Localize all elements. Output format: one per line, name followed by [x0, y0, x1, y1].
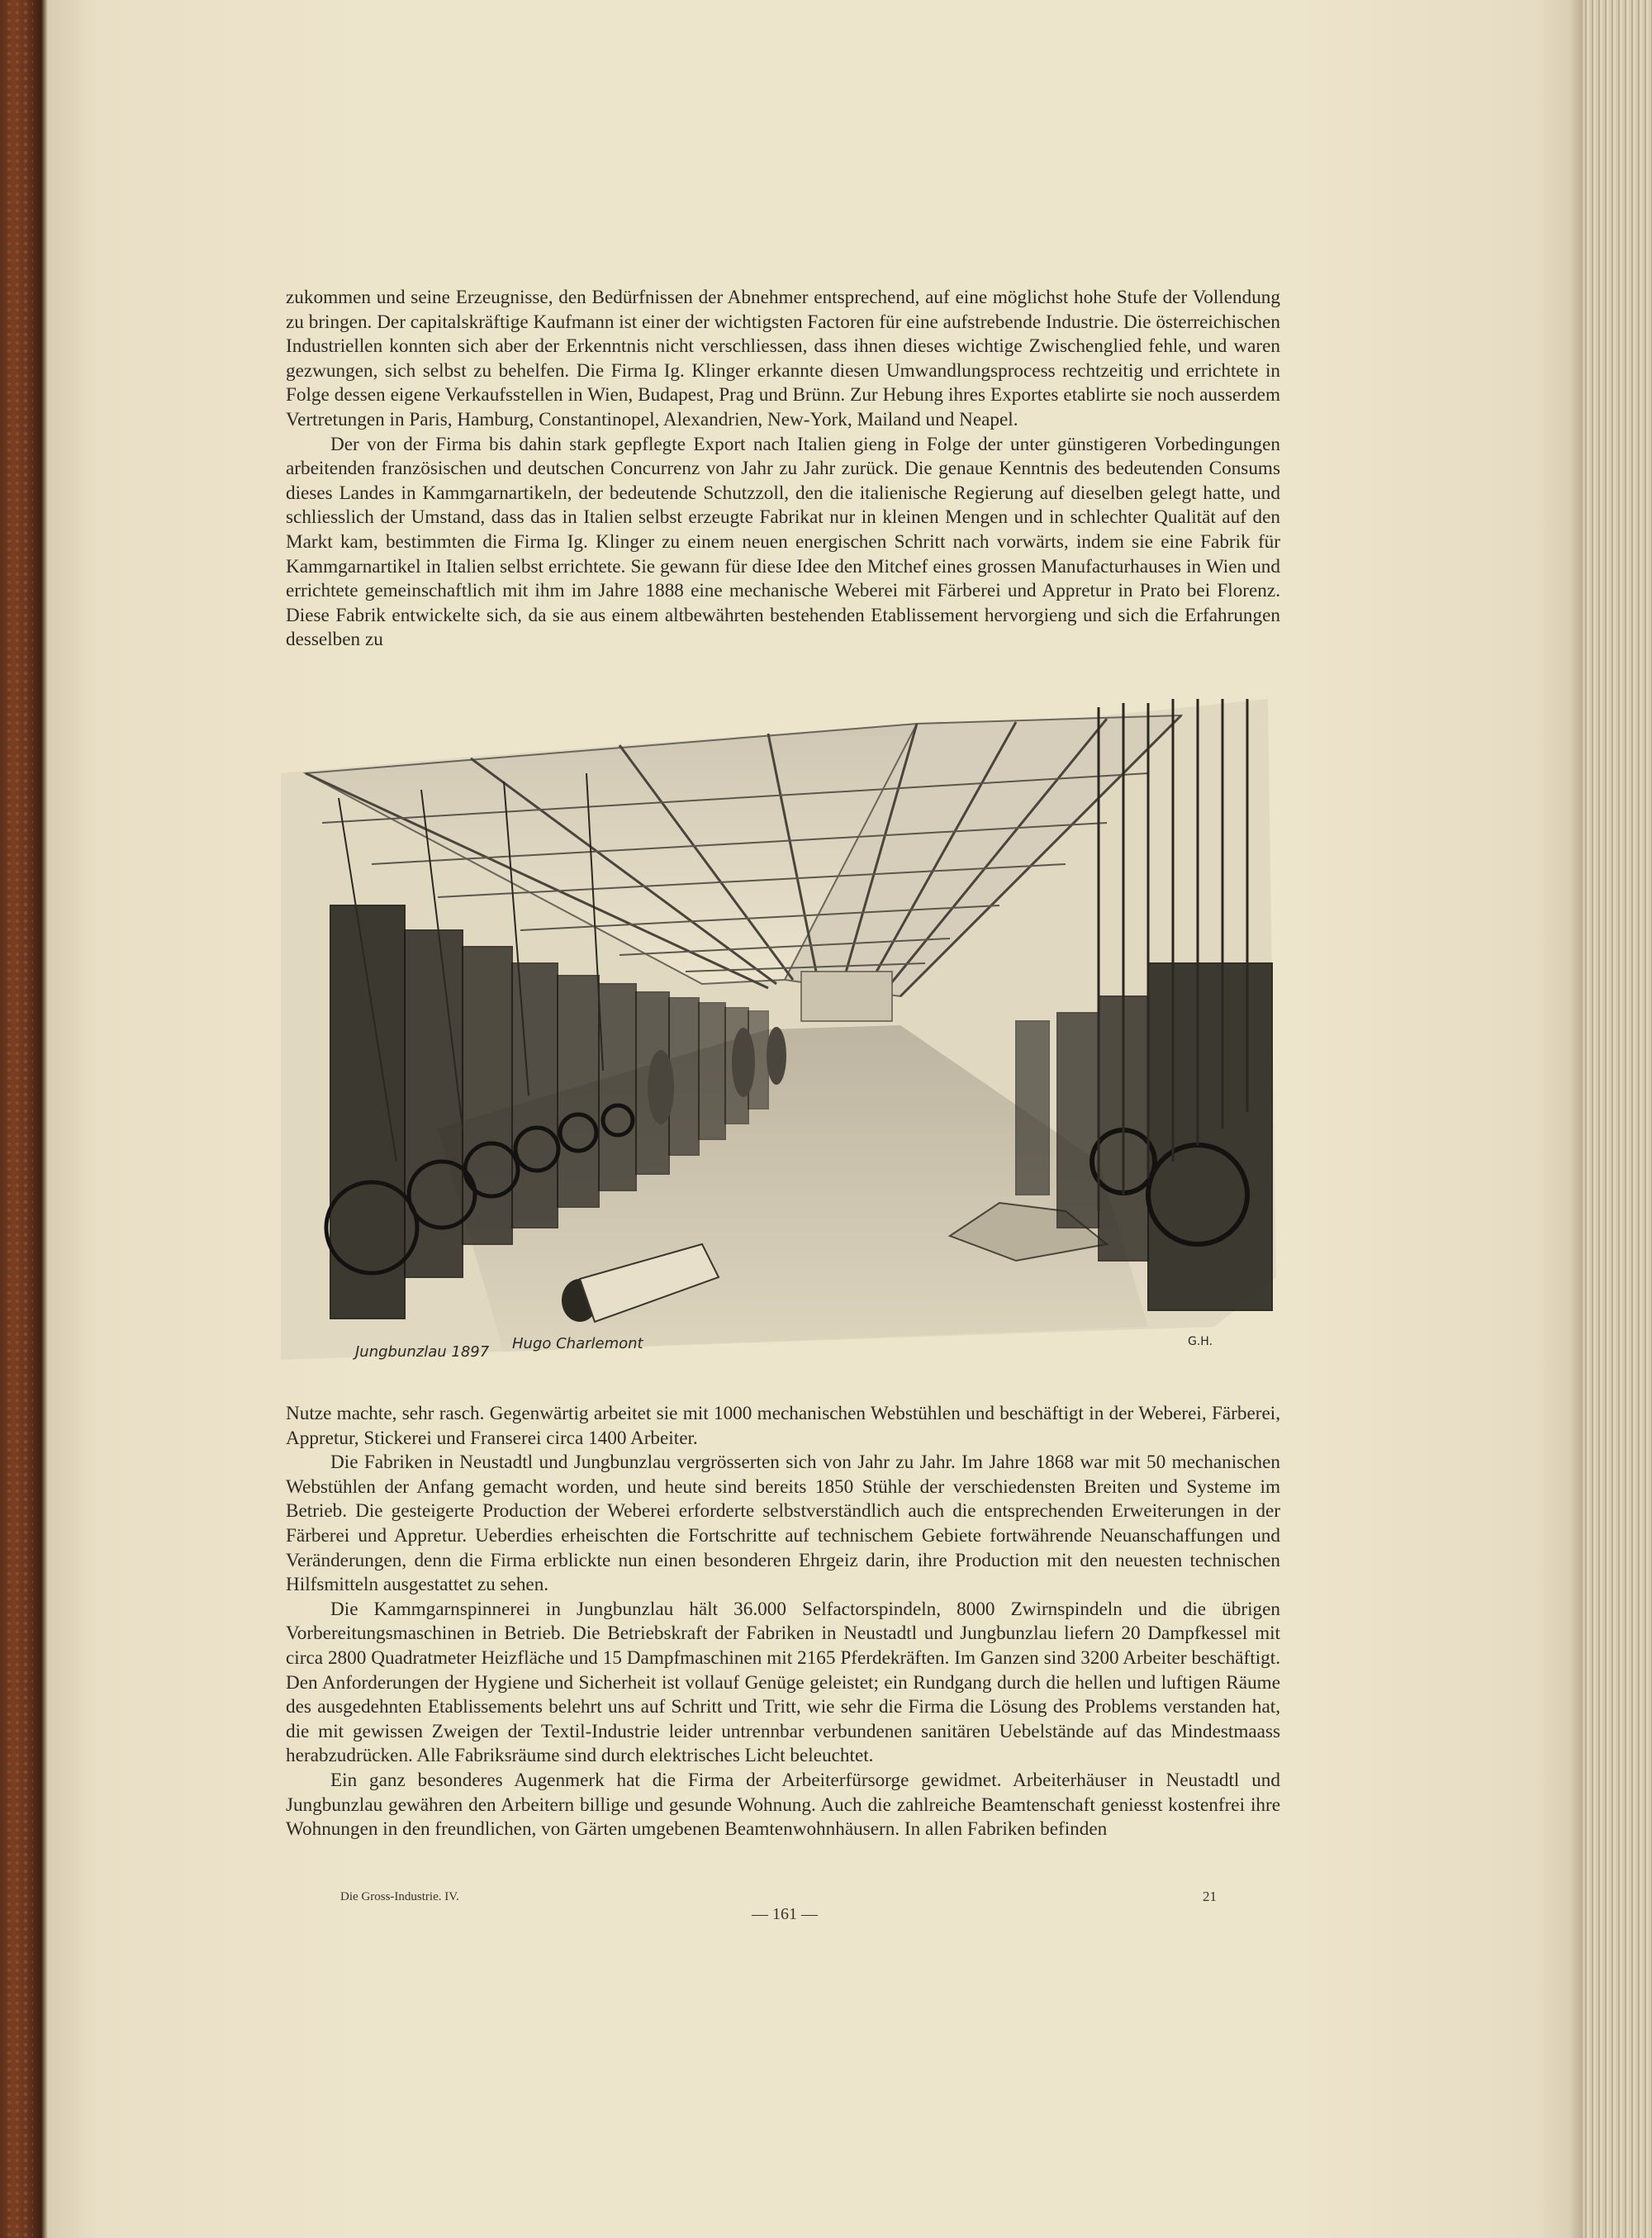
book-binding: [0, 0, 48, 2238]
weaving-hall-engraving: [273, 699, 1280, 1366]
signature-right: G.H.: [1188, 1335, 1213, 1348]
paragraph: Ein ganz besonderes Augenmerk hat die Firma der Arbeiterfürsorge gewidmet. Arbeiterhäuser in Neustadtl und Jungbunzlau gewähren den Arbeitern billige und gesunde Wohnung. Auch die zahlreiche Beamtenschaft geniesst kostenfrei ihre Wohnungen in den freundlichen, von Gärten umgebenen Beamtenwohnhäusern. In allen Fabriken befinden: [286, 1769, 1280, 1841]
text-block-bottom: [286, 1402, 1280, 1842]
signature-left: Jungbunzlau 1897: [355, 1343, 490, 1361]
paragraph: Die Kammgarnspinnerei in Jungbunzlau hält 36.000 Selfactorspindeln, 8000 Zwirnspindeln und die übrigen Vorbereitungsmaschinen in Betrieb. Die Betriebskraft der Fabriken in Neustadtl und Jungbunzlau liefern 20 Dampfkessel mit circa 2800 Quadratmeter Heizfläche und 15 Dampfmaschinen mit 2165 Pferdekräften. Im Ganzen sind 3200 Arbeiter beschäftigt. Den Anforderungen der Hygiene und Sicherheit ist vollauf Genüge geleistet; ein Rundgang durch die hellen und luftigen Räume des ausgedehnten Etablissements belehrt uns auf Schritt und Tritt, wie sehr die Firma die Lösung des Problems verstanden hat, die mit gewissen Zweigen der Textil-Industrie leider untrennbar verbundenen sanitären Uebelstände auf das Mindestmaass herabzudrücken. Alle Fabriksräume sind durch elektrisches Licht beleuchtet.: [286, 1598, 1280, 1767]
paragraph: zukommen und seine Erzeugnisse, den Bedürfnissen der Abnehmer entsprechend, auf eine möglichst hohe Stufe der Vollendung zu bringen. Der capitalskräftige Kaufmann ist einer der wichtigsten Factoren für eine aufstrebende Industrie. Die österreichischen Industriellen konnten sich aber der Erkenntnis nicht verschliessen, dass ihnen dieses wichtige Zwischenglied fehle, und waren gezwungen, sich selbst zu behelfen. Die Firma Ig. Klinger erkannte diesen Umwandlungsprocess rechtzeitig und errichtete in Folge dessen eigene Verkaufsstellen in Wien, Budapest, Prag und Brünn. Zur Hebung ihres Exportes etablirte sie noch ausserdem Vertretungen in Paris, Hamburg, Constantinopel, Alexandrien, New-York, Mailand und Neapel.: [286, 287, 1280, 430]
paragraph: Der von der Firma bis dahin stark gepflegte Export nach Italien gieng in Folge der unter günstigeren Vorbedingungen arbeitenden französischen und deutschen Concurrenz von Jahr zu Jahr zurück. Die genaue Kenntnis des bedeutenden Consums dieses Landes in Kammgarnartikeln, der bedeutende Schutzzoll, den die italienische Regierung auf dieselben gelegt hatte, und schliesslich der Umstand, dass das in Italien selbst erzeugte Fabrikat nur in kleinen Mengen und in schlechter Qualität auf den Markt kam, bestimmten die Firma Ig. Klinger zu einem neuen energischen Schritt nach vorwärts, indem sie eine Fabrik für Kammgarnartikel in Italien selbst errichtete. Sie gewann für diese Idee den Mitchef eines grossen Manufacturhauses in Wien und errichtete gemeinschaftlich mit ihm im Jahre 1888 eine mechanische Weberei mit Färberei und Appretur in Prato bei Florenz. Diese Fabrik entwickelte sich, da sie aus einem altbewährten bestehenden Etablissement hervorgieng und sich die Erfahrungen desselben zu: [286, 433, 1280, 651]
signature-mark: 21: [1203, 1889, 1217, 1904]
binding-texture: [5, 0, 33, 2238]
page-number: — 161 —: [752, 1905, 818, 1923]
factory-illustration: [273, 699, 1280, 1366]
signature-middle: Hugo Charlemont: [512, 1335, 643, 1352]
running-footer: Die Gross-Industrie. IV.: [340, 1890, 459, 1903]
paragraph: Die Fabriken in Neustadtl und Jungbunzlau vergrösserten sich von Jahr zu Jahr. Im Jahre 1868 war mit 50 mechanischen Webstühlen der Anfang gemacht worden, und heute sind bereits 1850 Stühle der verschiedensten Breiten und Systeme im Betrieb. Die gesteigerte Production der Weberei erforderte selbstverständlich auch die entsprechenden Erweiterungen in der Färberei und Appretur. Ueberdies erheischten die Fortschritte auf technischem Gebiete fortwährende Neuanschaffungen und Veränderungen, denn die Firma erblickte nun einen besonderen Ehrgeiz darin, ihre Production mit den neuesten technischen Hilfsmitteln ausgestattet zu sehen.: [286, 1452, 1280, 1596]
text-block-top: [286, 286, 1280, 653]
page-edges: [1583, 0, 1652, 2238]
paragraph: Nutze machte, sehr rasch. Gegenwärtig arbeitet sie mit 1000 mechanischen Webstühlen und beschäftigt in der Weberei, Färberei, Appretur, Stickerei und Franserei circa 1400 Arbeiter.: [286, 1403, 1280, 1449]
